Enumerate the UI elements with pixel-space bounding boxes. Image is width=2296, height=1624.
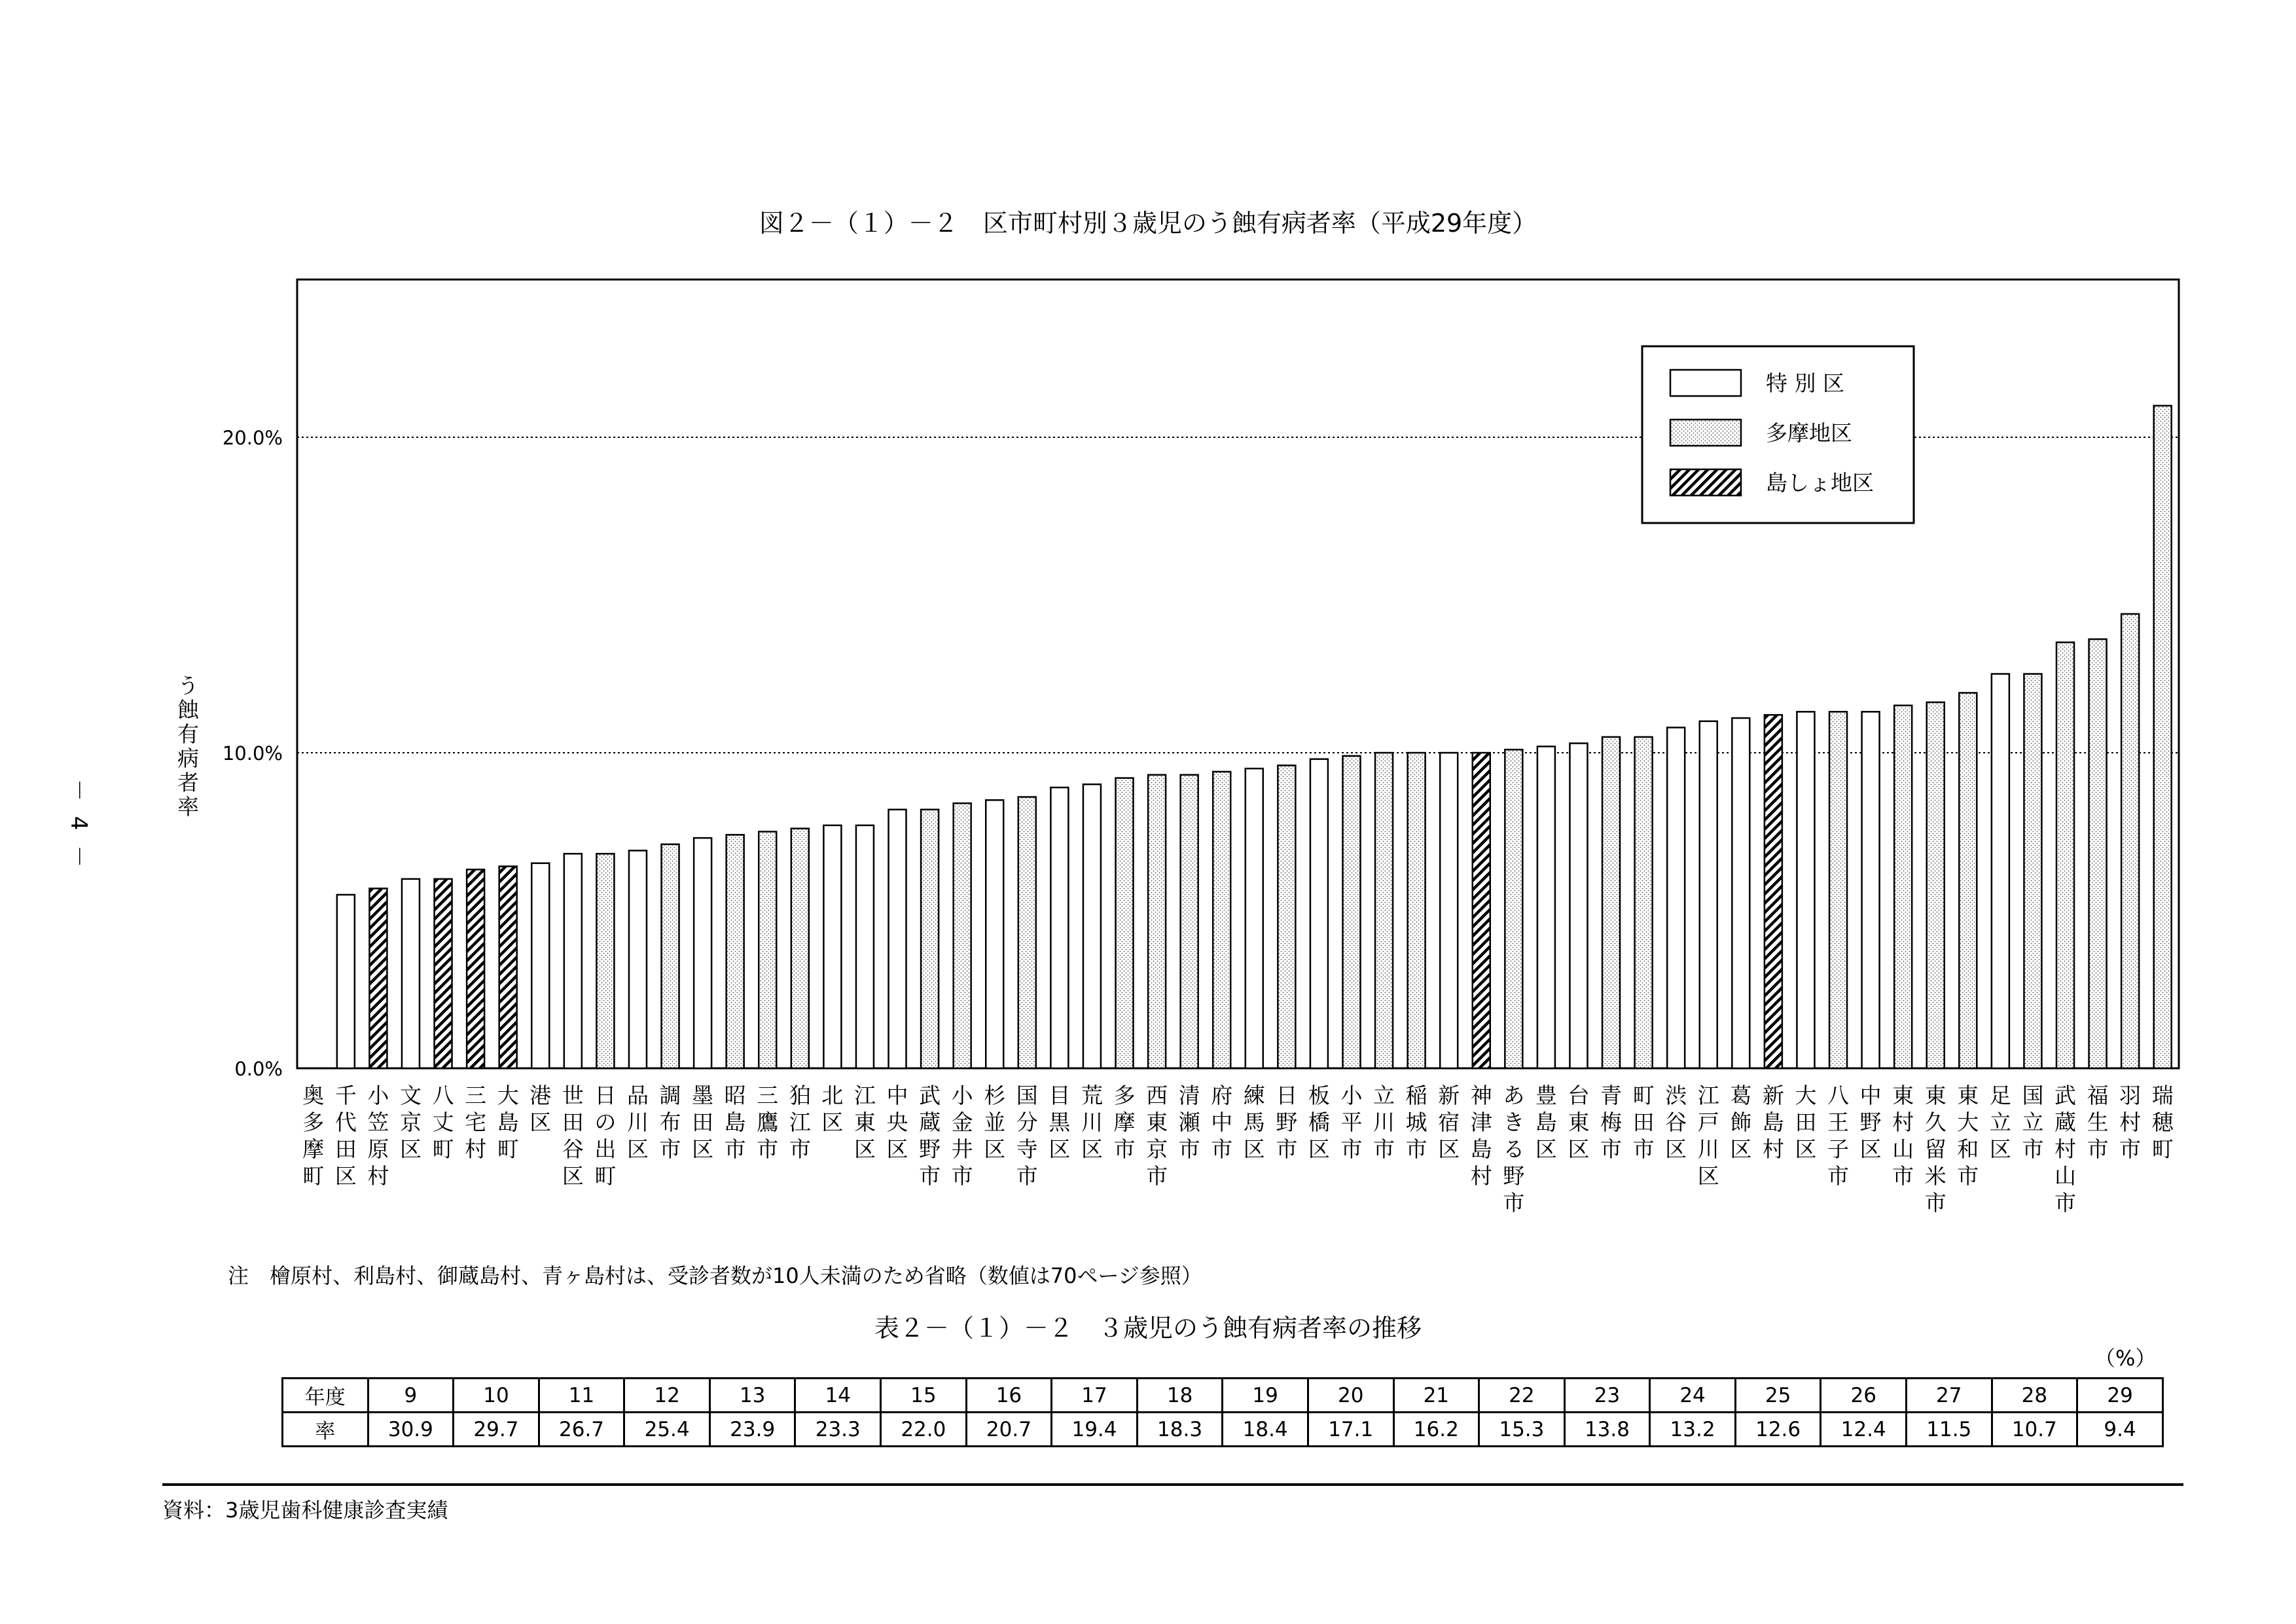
x-tick-label: 港区 — [529, 1083, 552, 1135]
bar — [1992, 674, 2009, 1069]
bar — [1667, 727, 1685, 1068]
year-cell: 27 — [1906, 1379, 1992, 1413]
year-cell: 15 — [881, 1379, 967, 1413]
x-tick-label: 小笠原村 — [367, 1083, 389, 1189]
bar — [1829, 712, 1847, 1068]
bar — [531, 863, 549, 1068]
x-tick-label: 武蔵野市 — [919, 1083, 941, 1189]
table-unit: （%） — [2094, 1346, 2157, 1371]
x-tick-label: 清瀬市 — [1178, 1083, 1200, 1162]
bar — [1408, 753, 1426, 1068]
year-cell: 14 — [795, 1379, 881, 1413]
rate-cell: 25.4 — [624, 1413, 710, 1447]
bar — [1797, 712, 1814, 1068]
x-tick-label: 昭島市 — [724, 1083, 746, 1162]
year-cell: 16 — [966, 1379, 1052, 1413]
x-tick-label: 八丈町 — [432, 1083, 454, 1162]
rate-cell: 30.9 — [368, 1413, 454, 1447]
x-tick-label: 調布市 — [659, 1083, 681, 1162]
bar — [2154, 406, 2172, 1068]
x-tick-label: 江東区 — [853, 1083, 876, 1162]
x-tick-label: 板橋区 — [1308, 1083, 1330, 1162]
year-cell: 13 — [709, 1379, 795, 1413]
bar — [1570, 744, 1587, 1068]
trend-table — [281, 1377, 2164, 1447]
bar — [2121, 614, 2139, 1068]
x-tick-label: 中野区 — [1859, 1083, 1882, 1162]
x-tick-label: 府中市 — [1211, 1083, 1233, 1162]
x-tick-label: 文京区 — [399, 1083, 422, 1162]
year-cell: 28 — [1992, 1379, 2077, 1413]
rate-cell: 13.2 — [1650, 1413, 1736, 1447]
x-tick-label: あきる野市 — [1503, 1083, 1525, 1216]
x-tick-label: 八王子市 — [1827, 1083, 1850, 1189]
year-cell: 9 — [368, 1379, 454, 1413]
bar — [1050, 787, 1068, 1068]
x-tick-label: 東村山市 — [1892, 1083, 1914, 1189]
bar — [1505, 749, 1522, 1068]
bar — [1732, 718, 1749, 1068]
bar — [1018, 797, 1036, 1068]
bar — [1894, 706, 1912, 1068]
bar — [1635, 737, 1653, 1068]
x-tick-label: 豊島区 — [1535, 1083, 1557, 1162]
legend-swatch — [1670, 469, 1741, 496]
x-tick-label: 瑞穂町 — [2151, 1083, 2174, 1162]
table-title: 表２－（１）－２ ３歳児のう蝕有病者率の推移 — [874, 1314, 1422, 1343]
y-tick-label: 0.0% — [234, 1058, 283, 1080]
x-tick-label: 台東区 — [1568, 1083, 1590, 1162]
bar — [791, 829, 809, 1068]
bar — [1537, 746, 1555, 1068]
legend-label: 特 別 区 — [1766, 370, 1844, 396]
x-tick-label: 神津島村 — [1470, 1083, 1492, 1189]
year-cell: 21 — [1393, 1379, 1479, 1413]
rate-cell: 18.3 — [1137, 1413, 1223, 1447]
rate-cell: 23.9 — [709, 1413, 795, 1447]
legend-label: 島しょ地区 — [1766, 470, 1874, 496]
x-tick-label: 羽村市 — [2119, 1083, 2142, 1162]
x-tick-label: 江戸川区 — [1697, 1083, 1719, 1189]
year-cell: 17 — [1052, 1379, 1138, 1413]
x-tick-label: 世田谷区 — [562, 1083, 584, 1189]
bar — [1927, 702, 1945, 1068]
bar — [1342, 756, 1360, 1068]
rate-cell: 22.0 — [881, 1413, 967, 1447]
bar — [499, 867, 517, 1068]
bar — [1700, 721, 1717, 1068]
chart-note: 注 檜原村、利島村、御蔵島村、青ヶ島村は、受診者数が10人未満のため省略（数値は70ページ参照） — [228, 1263, 1202, 1288]
year-cell: 12 — [624, 1379, 710, 1413]
rate-cell: 11.5 — [1906, 1413, 1992, 1447]
x-tick-label: 町田市 — [1632, 1083, 1655, 1162]
rate-cell: 12.6 — [1735, 1413, 1821, 1447]
bar — [986, 800, 1003, 1068]
x-tick-label: 国立市 — [2022, 1083, 2044, 1162]
rate-cell: 19.4 — [1052, 1413, 1138, 1447]
x-tick-label: 青梅市 — [1600, 1083, 1623, 1162]
rate-cell: 13.8 — [1564, 1413, 1650, 1447]
bar — [1862, 712, 1880, 1068]
x-tick-label: 大田区 — [1795, 1083, 1817, 1162]
x-tick-label: 墨田区 — [692, 1083, 714, 1162]
bar — [2056, 642, 2074, 1068]
bar — [1278, 765, 1295, 1068]
bar — [1310, 759, 1328, 1068]
bar — [759, 832, 776, 1069]
x-tick-label: 杉並区 — [984, 1083, 1006, 1162]
source-divider — [162, 1483, 2183, 1486]
x-tick-label: 小金井市 — [951, 1083, 973, 1189]
year-cell: 18 — [1137, 1379, 1223, 1413]
y-tick-label: 10.0% — [222, 742, 283, 765]
x-tick-label: 葛飾区 — [1730, 1083, 1752, 1162]
year-cell: 25 — [1735, 1379, 1821, 1413]
x-tick-label: 練馬区 — [1243, 1083, 1265, 1162]
bar — [1246, 768, 1263, 1068]
x-tick-label: 三鷹市 — [757, 1083, 779, 1162]
x-tick-label: 日の出町 — [594, 1083, 617, 1189]
bar — [2089, 639, 2107, 1068]
x-tick-label: 新宿区 — [1438, 1083, 1460, 1162]
bar — [564, 854, 582, 1068]
bar — [435, 879, 452, 1068]
rate-cell: 15.3 — [1479, 1413, 1565, 1447]
x-tick-label: 千代田区 — [334, 1083, 357, 1189]
x-tick-label: 北区 — [821, 1083, 844, 1135]
x-tick-label: 中央区 — [886, 1083, 908, 1162]
rate-cell: 10.7 — [1992, 1413, 2077, 1447]
x-tick-label: 足立区 — [1989, 1083, 2011, 1162]
row-header-rate: 率 — [283, 1413, 368, 1447]
bar — [1959, 693, 1977, 1068]
y-tick-label: 20.0% — [222, 427, 283, 449]
x-tick-label: 西東京市 — [1146, 1083, 1168, 1189]
year-cell: 20 — [1308, 1379, 1393, 1413]
row-header-year: 年度 — [283, 1379, 368, 1413]
x-tick-label: 奥多摩町 — [302, 1083, 325, 1189]
bar — [369, 888, 387, 1068]
bar — [694, 838, 711, 1068]
bar — [2024, 674, 2041, 1069]
y-axis-label: う蝕有病者率 — [174, 674, 200, 820]
bar — [1440, 753, 1458, 1068]
bar — [921, 810, 939, 1068]
table-row-rates — [283, 1413, 2163, 1447]
x-tick-label: 稲城市 — [1405, 1083, 1427, 1162]
page-number: － 4 － — [65, 779, 92, 872]
x-tick-label: 三宅村 — [465, 1083, 487, 1162]
x-tick-label: 武蔵村山市 — [2054, 1083, 2077, 1216]
x-tick-label: 荒川区 — [1081, 1083, 1103, 1162]
rate-cell: 20.7 — [966, 1413, 1052, 1447]
bar — [402, 879, 420, 1068]
rate-cell: 16.2 — [1393, 1413, 1479, 1447]
bar — [1083, 784, 1101, 1068]
x-tick-label: 立川市 — [1373, 1083, 1395, 1162]
x-tick-label: 東久留米市 — [1924, 1083, 1946, 1216]
x-tick-label: 福生市 — [2087, 1083, 2109, 1162]
bar — [1213, 772, 1230, 1068]
table-row-years — [283, 1379, 2163, 1413]
bar — [1181, 775, 1198, 1068]
rate-cell: 17.1 — [1308, 1413, 1393, 1447]
rate-cell: 29.7 — [454, 1413, 539, 1447]
bar — [1473, 753, 1490, 1068]
legend-swatch — [1670, 370, 1741, 396]
bar — [1375, 753, 1393, 1068]
bar — [662, 844, 679, 1068]
bar — [629, 850, 647, 1068]
bar — [954, 803, 971, 1068]
chart-title: 図２－（１）－２ 区市町村別３歳児のう蝕有病者率（平成29年度） — [759, 209, 1537, 238]
bar — [1602, 737, 1620, 1068]
legend-label: 多摩地区 — [1766, 420, 1852, 446]
legend-swatch — [1670, 420, 1741, 446]
x-tick-label: 多摩市 — [1113, 1083, 1136, 1162]
rate-cell: 18.4 — [1223, 1413, 1308, 1447]
x-tick-label: 小平市 — [1340, 1083, 1363, 1162]
bar — [596, 854, 614, 1068]
year-cell: 26 — [1821, 1379, 1907, 1413]
x-tick-label: 新島村 — [1762, 1083, 1784, 1162]
x-tick-label: 大島町 — [497, 1083, 519, 1162]
bar — [337, 895, 355, 1068]
year-cell: 10 — [454, 1379, 539, 1413]
bar — [889, 810, 906, 1068]
bar — [1148, 775, 1166, 1068]
x-tick-label: 品川区 — [626, 1083, 649, 1162]
x-tick-label: 国分寺市 — [1016, 1083, 1038, 1189]
year-cell: 29 — [2077, 1379, 2163, 1413]
x-tick-label: 日野市 — [1276, 1083, 1298, 1162]
rate-cell: 23.3 — [795, 1413, 881, 1447]
rate-cell: 26.7 — [539, 1413, 624, 1447]
bar — [726, 835, 744, 1068]
x-tick-label: 目黒区 — [1049, 1083, 1071, 1162]
bar — [467, 869, 484, 1068]
bar — [1765, 715, 1782, 1068]
rate-cell: 9.4 — [2077, 1413, 2163, 1447]
year-cell: 24 — [1650, 1379, 1736, 1413]
rate-cell: 12.4 — [1821, 1413, 1907, 1447]
x-tick-label: 東大和市 — [1957, 1083, 1979, 1189]
bar — [1116, 778, 1134, 1068]
year-cell: 22 — [1479, 1379, 1565, 1413]
source-text: 資料：3歳児歯科健康診査実績 — [162, 1498, 448, 1523]
x-tick-label: 狛江市 — [789, 1083, 811, 1162]
bar — [823, 825, 841, 1068]
year-cell: 19 — [1223, 1379, 1308, 1413]
year-cell: 23 — [1564, 1379, 1650, 1413]
x-tick-label: 渋谷区 — [1665, 1083, 1687, 1162]
bar — [856, 825, 874, 1068]
year-cell: 11 — [539, 1379, 624, 1413]
